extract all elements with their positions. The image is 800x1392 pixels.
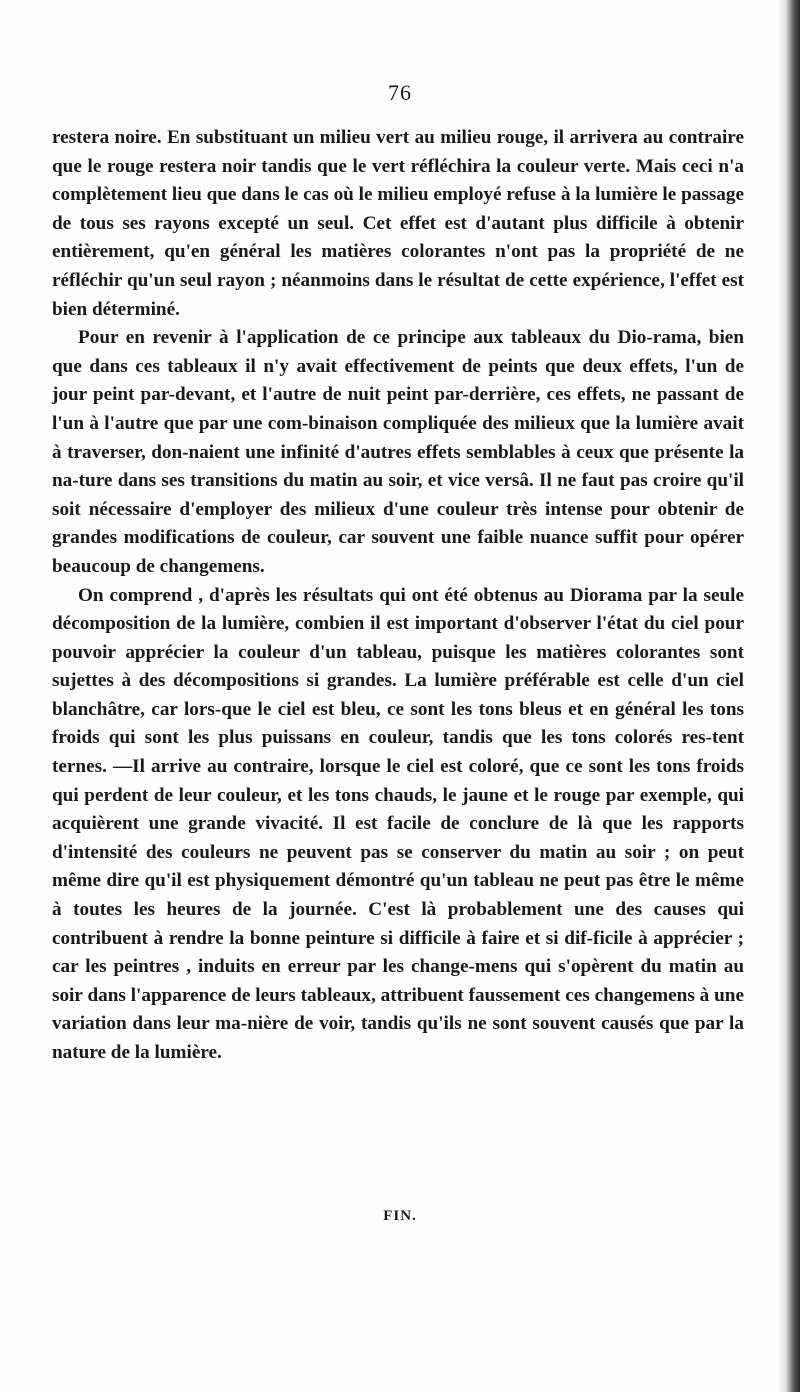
body-text	[52, 124, 744, 1068]
page-number: 76	[388, 80, 412, 105]
binding-edge-shadow	[778, 0, 800, 1392]
paragraph-1: restera noire. En substituant un milieu vert au milieu rouge, il arrivera au contraire que le rouge restera noir tandis que le vert réfléchira la couleur verte. Mais ceci n'a complètement lieu que dans le cas où le milieu employé refuse à la lumière le passage de tous ses rayons excepté un seul. Cet effet est d'autant plus difficile à obtenir entièrement, qu'en général les matières colorantes n'ont pas la propriété de ne réfléchir qu'un seul rayon ; néanmoins dans le résultat de cette expérience, l'effet est bien déterminé.	[52, 127, 744, 320]
paragraph-2: Pour en revenir à l'application de ce principe aux tableaux du Dio-rama, bien que dans ces tableaux il n'y avait effectivement de peints que deux effets, l'un de jour peint par-devant, et l'autre de nuit peint par-derrière, ces effets, ne passant de l'un à l'autre que par une com-binaison compliquée des milieux que la lumière avait à traverser, don-naient une infinité d'autres effets semblables à ceux que présente la na-ture dans ses transitions du matin au soir, et vice versâ. Il ne faut pas croire qu'il soit nécessaire d'employer des milieux d'une couleur très intense pour obtenir de grandes modifications de couleur, car souvent une faible nuance suffit pour opérer beaucoup de changemens.	[52, 327, 744, 577]
end-marker: FIN.	[383, 1208, 417, 1224]
paragraph-3: On comprend , d'après les résultats qui ont été obtenus au Diorama par la seule décomposition de la lumière, combien il est important d'observer l'état du ciel pour pouvoir apprécier la couleur d'un tableau, puisque les matières colorantes sont sujettes à des décompositions si grandes. La lumière préférable est celle d'un ciel blanchâtre, car lors-que le ciel est bleu, ce sont les tons bleus et en général les tons froids qui sont les plus puissans en couleur, tandis que les tons colorés res-tent ternes. —Il arrive au contraire, lorsque le ciel est coloré, que ce sont les tons froids qui perdent de leur couleur, et les tons chauds, le jaune et le rouge par exemple, qui acquièrent une grande vivacité. Il est facile de conclure de là que les rapports d'intensité des couleurs ne peuvent pas se conserver du matin au soir ; on peut même dire qu'il est physiquement démontré qu'un tableau ne peut pas être le même à toutes les heures de la journée. C'est là probablement une des causes qui contribuent à rendre la bonne peinture si difficile à faire et si dif-ficile à apprécier ; car les peintres , induits en erreur par les change-mens qui s'opèrent du matin au soir dans l'apparence de leurs tableaux, attribuent faussement ces changemens à une variation dans leur ma-nière de voir, tandis qu'ils ne sont souvent causés que par la nature de la lumière.	[52, 584, 744, 1063]
